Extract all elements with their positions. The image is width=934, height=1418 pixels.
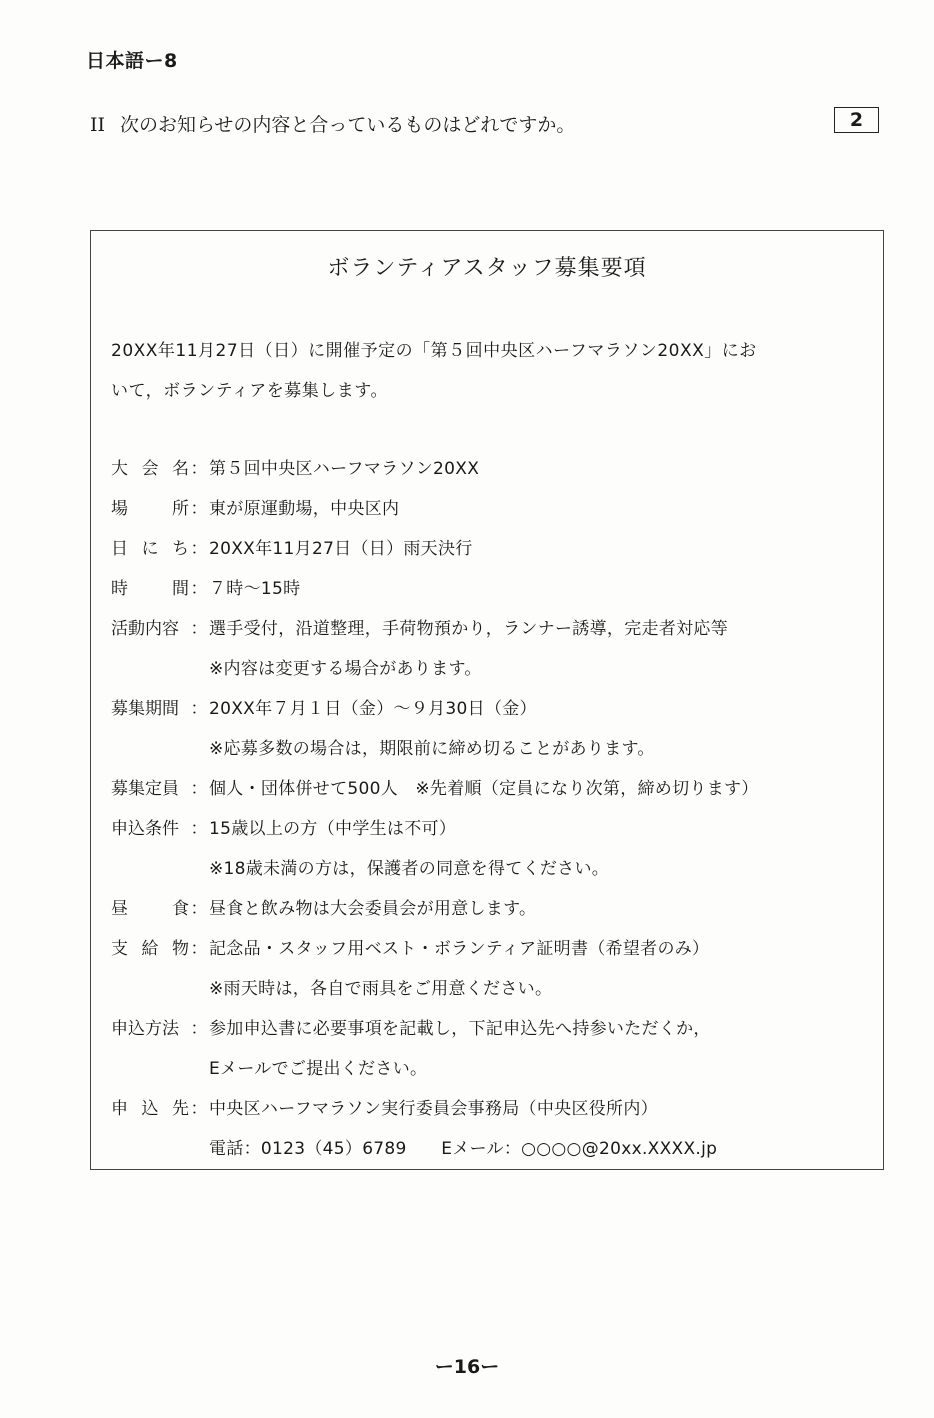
detail-row (111, 1089, 881, 1129)
detail-value: 個人・団体併せて500人 ※先着順（定員になり次第，締め切ります） (209, 779, 759, 799)
detail-row (111, 769, 881, 809)
detail-label-char: 会 (141, 459, 159, 479)
detail-note (111, 729, 881, 769)
detail-label-char: 時 (111, 579, 128, 599)
detail-label (111, 769, 189, 809)
detail-label-char: 込 (141, 1099, 159, 1119)
detail-colon: ： (190, 1019, 208, 1039)
intro-line-1: 20XX年11月27日（日）に開催予定の「第５回中央区ハーフマラソン20XX」にお (111, 341, 757, 361)
detail-value: 20XX年７月１日（金）～９月30日（金） (209, 699, 537, 719)
detail-label-char: 場 (111, 499, 128, 519)
detail-value: 東が原運動場，中央区内 (209, 499, 400, 519)
detail-label-char: 日 (111, 539, 128, 559)
detail-value: 記念品・スタッフ用ベスト・ボランティア証明書（希望者のみ） (209, 939, 710, 959)
detail-label (111, 1089, 189, 1129)
detail-label-char: 物 (172, 939, 189, 959)
detail-note (111, 649, 881, 689)
detail-value: 15歳以上の方（中学生は不可） (209, 819, 457, 839)
detail-note-text: 電話：0123（45）6789 Eメール：○○○○@20xx.XXXX.jp (209, 1139, 718, 1159)
detail-label-char: 募集期間 (111, 699, 179, 719)
detail-label-char: 申 (111, 1099, 128, 1119)
detail-row (111, 889, 881, 929)
detail-label (111, 609, 189, 649)
detail-label-char: 間 (172, 579, 189, 599)
detail-colon: ： (190, 779, 208, 799)
notice-details-list (111, 449, 881, 1169)
detail-label-char: 支 (111, 939, 128, 959)
intro-line-2: いて，ボランティアを募集します。 (111, 381, 388, 401)
detail-label (111, 689, 189, 729)
detail-label-char: 募集定員 (111, 779, 179, 799)
detail-label (111, 1009, 189, 1049)
page-header-label: 日本語ー8 (86, 50, 178, 72)
detail-colon: ： (190, 539, 208, 559)
detail-label-char: 申込条件 (111, 819, 179, 839)
answer-number-box: 2 (834, 107, 879, 133)
detail-value: 選手受付，沿道整理，手荷物預かり，ランナー誘導，完走者対応等 (209, 619, 728, 639)
detail-label-char: 活動内容 (111, 619, 179, 639)
detail-value: ７時～15時 (209, 579, 301, 599)
detail-note-text: ※応募多数の場合は，期限前に締め切ることがあります。 (209, 739, 655, 759)
question-prompt (90, 110, 575, 137)
detail-row (111, 689, 881, 729)
detail-row (111, 449, 881, 489)
detail-note-text: ※雨天時は，各自で雨具をご用意ください。 (209, 979, 553, 999)
detail-note (111, 969, 881, 1009)
question-text: 次のお知らせの内容と合っているものはどれですか。 (120, 114, 576, 136)
detail-value: 中央区ハーフマラソン実行委員会事務局（中央区役所内） (209, 1099, 658, 1119)
detail-note-text: ※18歳未満の方は，保護者の同意を得てください。 (209, 859, 610, 879)
detail-note (111, 849, 881, 889)
page-number: ー16ー (434, 1356, 500, 1378)
detail-row (111, 1009, 881, 1049)
detail-value: 第５回中央区ハーフマラソン20XX (209, 459, 480, 479)
detail-label-char: 給 (141, 939, 159, 959)
detail-label-char: に (141, 539, 159, 559)
detail-label-char: ち (172, 539, 189, 559)
detail-colon: ： (190, 819, 208, 839)
detail-label-char: 昼 (111, 899, 128, 919)
detail-colon: ： (190, 939, 208, 959)
detail-colon: ： (190, 579, 208, 599)
detail-value: 20XX年11月27日（日）雨天決行 (209, 539, 473, 559)
detail-note (111, 1049, 881, 1089)
detail-label (111, 889, 189, 929)
detail-value: 昼食と飲み物は大会委員会が用意します。 (209, 899, 537, 919)
detail-colon: ： (190, 899, 208, 919)
detail-label-char: 大 (111, 459, 128, 479)
detail-colon: ： (190, 1099, 208, 1119)
detail-note-text: Eメールでご提出ください。 (209, 1059, 428, 1079)
detail-row (111, 809, 881, 849)
detail-colon: ： (190, 699, 208, 719)
detail-note-text: ※内容は変更する場合があります。 (209, 659, 482, 679)
detail-label (111, 529, 189, 569)
detail-label (111, 809, 189, 849)
detail-row (111, 529, 881, 569)
detail-row (111, 929, 881, 969)
detail-colon: ： (190, 459, 208, 479)
detail-row (111, 609, 881, 649)
detail-row (111, 489, 881, 529)
detail-label (111, 449, 189, 489)
detail-label-char: 先 (172, 1099, 189, 1119)
detail-colon: ： (190, 619, 208, 639)
notice-intro (111, 331, 871, 411)
question-number: II (90, 114, 106, 136)
detail-label (111, 929, 189, 969)
detail-label-char: 名 (172, 459, 189, 479)
notice-title: ボランティアスタッフ募集要項 (327, 256, 647, 281)
notice-box (90, 230, 884, 1170)
detail-label-char: 申込方法 (111, 1019, 179, 1039)
detail-label (111, 489, 189, 529)
detail-note (111, 1129, 881, 1169)
detail-label-char: 所 (172, 499, 189, 519)
detail-colon: ： (190, 499, 208, 519)
detail-label-char: 食 (172, 899, 189, 919)
detail-value: 参加申込書に必要事項を記載し，下記申込先へ持参いただくか， (209, 1019, 711, 1039)
detail-row (111, 569, 881, 609)
detail-label (111, 569, 189, 609)
